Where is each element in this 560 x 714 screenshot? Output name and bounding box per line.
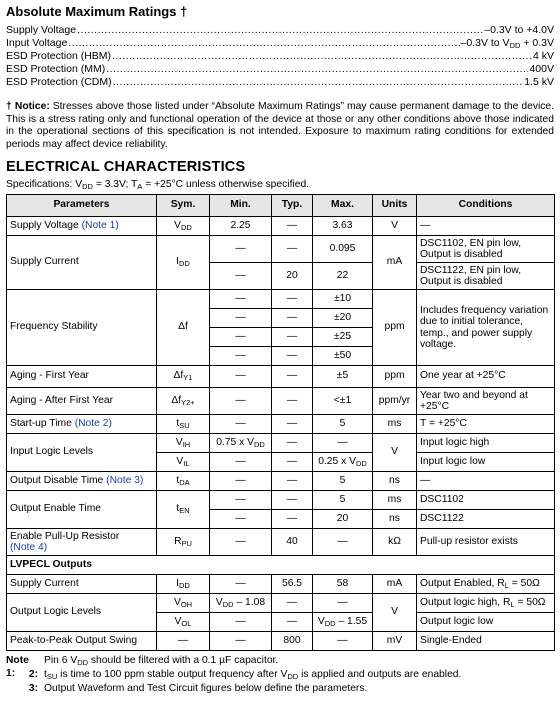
param-cell: Frequency Stability — [7, 290, 157, 366]
table-row — [7, 472, 555, 491]
sym-cell: $V_{DD}$ — [157, 217, 210, 236]
footnote-key: 2: — [28, 669, 38, 681]
units-cell: mV — [373, 632, 417, 651]
max-cell: — — [313, 632, 373, 651]
table-row — [7, 632, 555, 651]
specifications-line: Specifications: $V_{DD} = 3.3V$; $T_A = +25^\circ C$ unless otherwise specified. — [6, 179, 310, 192]
cond-cell: DSC1122 — [417, 510, 555, 529]
max-cell: 0.25 x $V_{DD}$ — [313, 453, 373, 472]
max-cell: 22 — [313, 263, 373, 290]
max-cell: 5 — [313, 415, 373, 434]
footnote-text: $t_{SU}$ is time to 100 ppm stable output frequency after $V_{DD}$ is applied and outputs are enabled. — [44, 669, 462, 682]
rating-value: 1.5 kV — [524, 76, 554, 89]
typ-cell: — — [272, 290, 313, 309]
rating-row — [6, 37, 554, 50]
note-link[interactable]: (Note 1) — [81, 219, 119, 231]
col-header: Max. — [313, 195, 373, 217]
cond-cell: — — [417, 472, 555, 491]
notice-paragraph — [6, 101, 554, 151]
typ-cell: — — [272, 309, 313, 328]
units-cell: ns — [373, 472, 417, 491]
min-cell: — — [210, 347, 272, 366]
notice-label: † Notice: — [6, 101, 50, 113]
rating-row — [6, 76, 554, 89]
footnote — [6, 669, 554, 683]
cond-cell: Input logic low — [417, 453, 555, 472]
min-cell: — — [210, 632, 272, 651]
col-header: Units — [373, 195, 417, 217]
section-row — [7, 556, 555, 575]
max-cell: 5 — [313, 491, 373, 510]
typ-cell: 800 — [272, 632, 313, 651]
sym-cell: $t_{EN}$ — [157, 491, 210, 529]
sym-cell: — — [157, 632, 210, 651]
rating-row — [6, 50, 554, 63]
table-row — [7, 575, 555, 594]
typ-cell: — — [272, 510, 313, 529]
typ-cell: — — [272, 594, 313, 613]
min-cell: — — [210, 309, 272, 328]
typ-cell: — — [272, 328, 313, 347]
param-cell: Supply Voltage (Note 1) — [7, 217, 157, 236]
units-cell: ms — [373, 415, 417, 434]
sym-cell: Δf — [157, 290, 210, 366]
param-cell: Enable Pull-Up Resistor (Note 4) — [7, 529, 157, 556]
sym-cell: $t_{DA}$ — [157, 472, 210, 491]
units-cell: mA — [373, 575, 417, 594]
typ-cell: — — [272, 613, 313, 632]
max-cell: ±5 — [313, 366, 373, 388]
cond-cell: Output logic low — [417, 613, 555, 632]
table-row — [7, 217, 555, 236]
param-cell: Input Logic Levels — [7, 434, 157, 472]
max-cell: — — [313, 594, 373, 613]
param-cell: Start-up Time (Note 2) — [7, 415, 157, 434]
min-cell: 2.25 — [210, 217, 272, 236]
max-cell: 20 — [313, 510, 373, 529]
typ-cell: — — [272, 453, 313, 472]
footnote-text: Output Waveform and Test Circuit figures below define the parameters. — [44, 683, 368, 695]
col-header: Typ. — [272, 195, 313, 217]
min-cell: — — [210, 388, 272, 415]
cond-cell: One year at +25°C — [417, 366, 555, 388]
max-cell: — — [313, 529, 373, 556]
units-cell: V — [373, 217, 417, 236]
note-link[interactable]: (Note 2) — [74, 417, 112, 429]
typ-cell: 56.5 — [272, 575, 313, 594]
table-row — [7, 236, 555, 263]
typ-cell: — — [272, 347, 313, 366]
notice-text: Stresses above those listed under “Absolute Maximum Ratings” may cause permanent damage to the device. This is a stress rating only and functional operation of the device at those or any other conditions above those indicated in the operational sections of this specification is not intended. Exposure to maximum rating conditions for extended periods may affect device reliability. — [6, 101, 554, 150]
electrical-characteristics-title: ELECTRICAL CHARACTERISTICS — [6, 159, 246, 176]
cond-cell: — — [417, 217, 555, 236]
typ-cell: — — [272, 236, 313, 263]
max-cell: — — [313, 434, 373, 453]
table-row — [7, 290, 555, 309]
max-cell: 0.095 — [313, 236, 373, 263]
table-row — [7, 529, 555, 556]
typ-cell: — — [272, 388, 313, 415]
table-header-row — [7, 195, 555, 217]
min-cell: — — [210, 415, 272, 434]
footnotes — [6, 655, 554, 697]
units-cell: ns — [373, 510, 417, 529]
typ-cell: 40 — [272, 529, 313, 556]
typ-cell: — — [272, 472, 313, 491]
min-cell: — — [210, 328, 272, 347]
note-link[interactable]: (Note 3) — [106, 474, 144, 486]
rating-value: 4 kV — [532, 50, 554, 63]
cond-cell: DSC1122, EN pin low, Output is disabled — [417, 263, 555, 290]
rating-label: ESD Protection (CDM) — [6, 76, 112, 89]
rating-row — [6, 24, 554, 37]
abs-max-title: Absolute Maximum Ratings † — [6, 4, 188, 19]
max-cell: ±10 — [313, 290, 373, 309]
rating-value: –0.3V to $V_{DD} + 0.3V$ — [460, 37, 554, 51]
min-cell: — — [210, 472, 272, 491]
units-cell: mA — [373, 236, 417, 290]
footnote-key: 3: — [28, 683, 38, 695]
min-cell: — — [210, 263, 272, 290]
units-cell: ms — [373, 491, 417, 510]
col-header: Sym. — [157, 195, 210, 217]
max-cell: ±20 — [313, 309, 373, 328]
sym-cell: $R_{PU}$ — [157, 529, 210, 556]
col-header: Parameters — [7, 195, 157, 217]
cond-cell: Output Enabled, $R_L = 50\Omega$ — [417, 575, 555, 594]
table-row — [7, 491, 555, 510]
param-cell: Supply Current — [7, 236, 157, 290]
units-cell: ppm/yr — [373, 388, 417, 415]
cond-cell: DSC1102, EN pin low, Output is disabled — [417, 236, 555, 263]
table-row — [7, 594, 555, 613]
cond-cell: Pull-up resistor exists — [417, 529, 555, 556]
table-row — [7, 434, 555, 453]
rating-label: ESD Protection (HBM) — [6, 50, 112, 63]
cond-cell: Includes frequency variation due to initial tolerance, temp., and power supply voltage. — [417, 290, 555, 366]
typ-cell: — — [272, 491, 313, 510]
min-cell: — — [210, 575, 272, 594]
sym-cell: $V_{IL}$ — [157, 453, 210, 472]
cond-cell: Year two and beyond at +25°C — [417, 388, 555, 415]
units-cell: kΩ — [373, 529, 417, 556]
max-cell: ±50 — [313, 347, 373, 366]
table-row — [7, 366, 555, 388]
max-cell: $V_{DD} - 1.55$ — [313, 613, 373, 632]
table-row — [7, 415, 555, 434]
min-cell: 0.75 x $V_{DD}$ — [210, 434, 272, 453]
units-cell: V — [373, 434, 417, 472]
sym-cell: $I_{DD}$ — [157, 236, 210, 290]
cond-cell: Single-Ended — [417, 632, 555, 651]
note-link[interactable]: (Note 4) — [10, 542, 48, 554]
sym-cell: $\Delta f_{Y2+}$ — [157, 388, 210, 415]
col-header: Min. — [210, 195, 272, 217]
min-cell: — — [210, 453, 272, 472]
sym-cell: $t_{SU}$ — [157, 415, 210, 434]
rating-label: Supply Voltage — [6, 24, 77, 37]
col-header: Conditions — [417, 195, 555, 217]
units-cell: ppm — [373, 290, 417, 366]
max-cell: 5 — [313, 472, 373, 491]
table-row — [7, 388, 555, 415]
abs-max-list — [6, 24, 554, 89]
typ-cell: — — [272, 415, 313, 434]
min-cell: — — [210, 529, 272, 556]
footnote — [6, 683, 554, 697]
footnote-text: Pin 6 $V_{DD}$ should be filtered with a 0.1 µF capacitor. — [44, 655, 279, 668]
cond-cell: Input logic high — [417, 434, 555, 453]
min-cell: — — [210, 366, 272, 388]
cond-cell: Output logic high, $R_L = 50\Omega$ — [417, 594, 555, 613]
param-cell: Output Disable Time (Note 3) — [7, 472, 157, 491]
units-cell: ppm — [373, 366, 417, 388]
footnote-key: Note 1: — [6, 655, 29, 680]
rating-row — [6, 63, 554, 76]
rating-label: Input Voltage — [6, 37, 68, 50]
sym-cell: $\Delta f_{Y1}$ — [157, 366, 210, 388]
sym-cell: $V_{OL}$ — [157, 613, 210, 632]
min-cell: — — [210, 613, 272, 632]
section-title: LVPECL Outputs — [7, 556, 555, 575]
cond-cell: DSC1102 — [417, 491, 555, 510]
max-cell: 58 — [313, 575, 373, 594]
max-cell: <±1 — [313, 388, 373, 415]
min-cell: — — [210, 290, 272, 309]
typ-cell: — — [272, 434, 313, 453]
electrical-table — [6, 194, 555, 651]
param-cell: Output Enable Time — [7, 491, 157, 529]
param-cell: Supply Current — [7, 575, 157, 594]
param-cell: Output Logic Levels — [7, 594, 157, 632]
typ-cell: — — [272, 217, 313, 236]
max-cell: ±25 — [313, 328, 373, 347]
rating-value: 400V — [529, 63, 554, 76]
units-cell: V — [373, 594, 417, 632]
param-cell: Aging - After First Year — [7, 388, 157, 415]
param-cell: Aging - First Year — [7, 366, 157, 388]
param-cell: Peak-to-Peak Output Swing — [7, 632, 157, 651]
typ-cell: — — [272, 366, 313, 388]
cond-cell: T = +25°C — [417, 415, 555, 434]
rating-label: ESD Protection (MM) — [6, 63, 106, 76]
sym-cell: $I_{DD}$ — [157, 575, 210, 594]
min-cell: $V_{DD} - 1.08$ — [210, 594, 272, 613]
sym-cell: $V_{IH}$ — [157, 434, 210, 453]
min-cell: — — [210, 510, 272, 529]
sym-cell: $V_{OH}$ — [157, 594, 210, 613]
max-cell: 3.63 — [313, 217, 373, 236]
rating-value: –0.3V to +4.0V — [484, 24, 554, 37]
min-cell: — — [210, 236, 272, 263]
min-cell: — — [210, 491, 272, 510]
typ-cell: 20 — [272, 263, 313, 290]
